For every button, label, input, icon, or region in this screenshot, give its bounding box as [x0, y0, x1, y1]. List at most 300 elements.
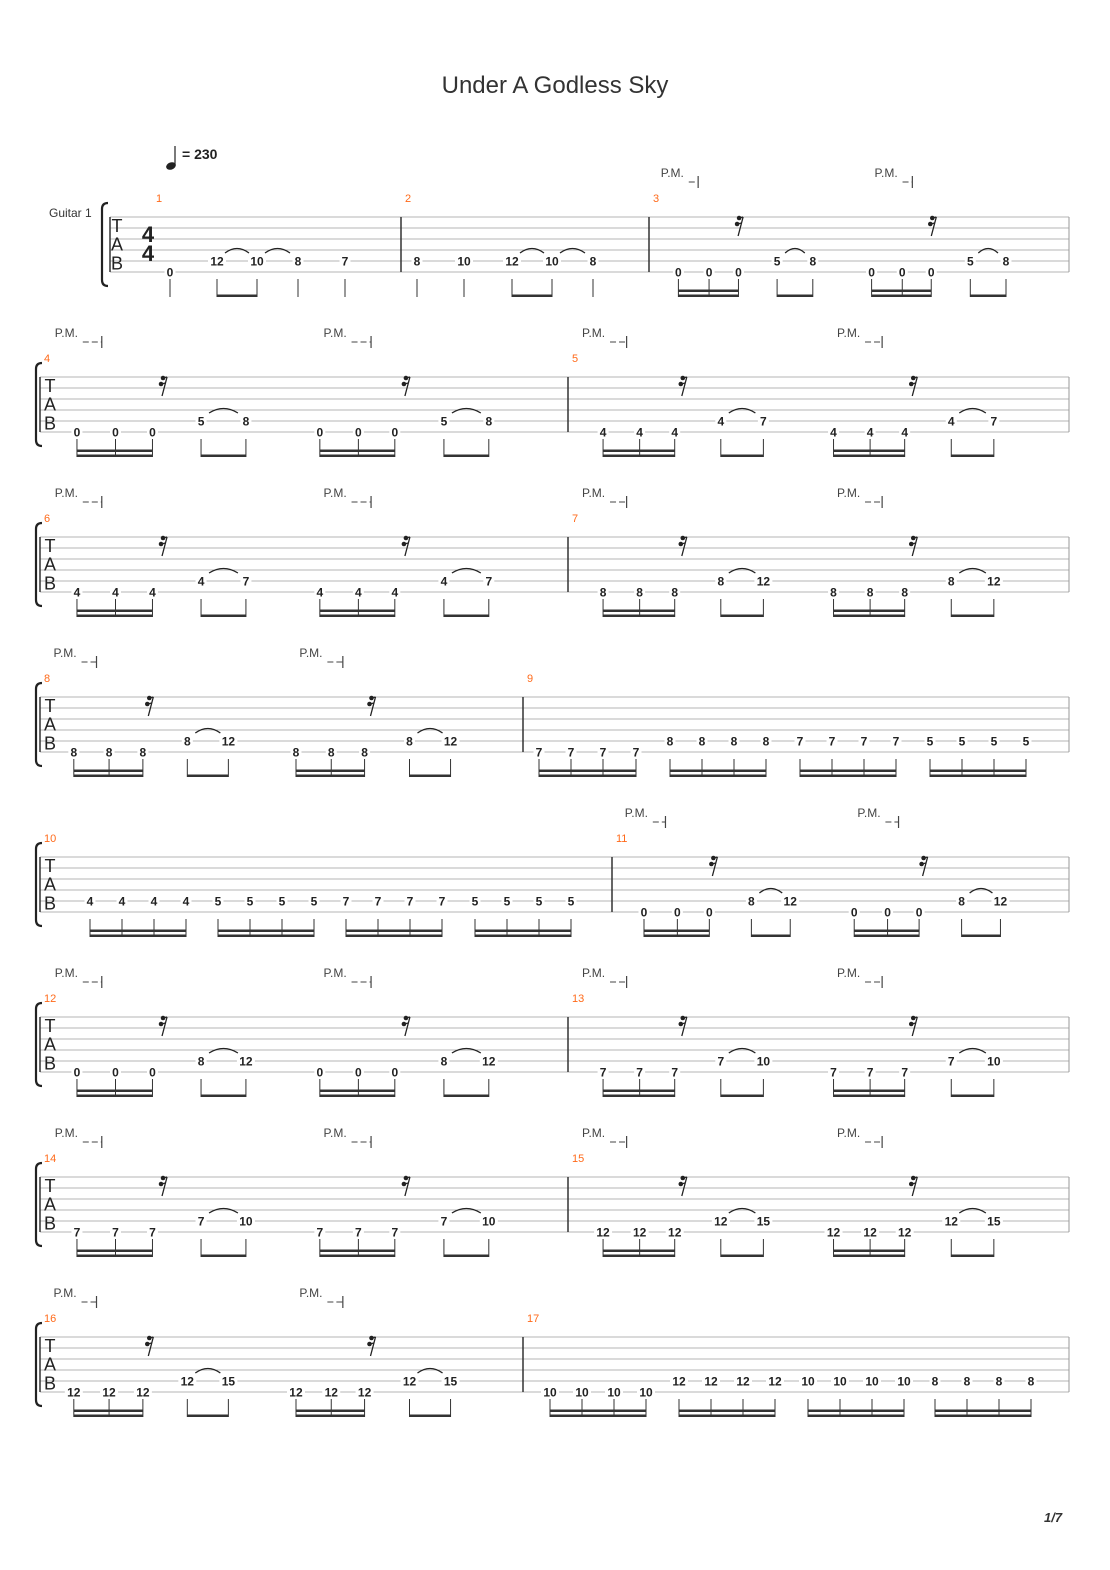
- fret-number: 8: [636, 585, 643, 600]
- tab-clef-letter: B: [43, 413, 57, 434]
- beam: [539, 770, 636, 773]
- tab-system: [102, 166, 1069, 297]
- fret-number: 12: [632, 1225, 647, 1240]
- tab-bar: [572, 966, 1003, 1097]
- fret-number: 12: [944, 1214, 958, 1229]
- sixteenth-rest-icon: [909, 1176, 917, 1196]
- fret-number: 0: [884, 905, 891, 920]
- beam: [962, 935, 1001, 938]
- fret-number: 5: [214, 894, 222, 909]
- tab-clef: [44, 376, 56, 433]
- tab-bar: [616, 806, 1009, 937]
- palm-mute-label: P.M.: [624, 806, 648, 820]
- note-group: [828, 586, 910, 618]
- tie-arc: [417, 729, 442, 734]
- fret-number: 8: [866, 585, 874, 600]
- beam: [320, 1255, 395, 1258]
- tab-clef: [111, 216, 123, 273]
- tab-system: [36, 326, 1069, 457]
- fret-number: 8: [413, 254, 421, 269]
- fret-number: 0: [705, 265, 713, 280]
- note-group: [314, 1226, 400, 1258]
- sixteenth-rest-icon: [402, 1176, 410, 1196]
- beam: [670, 775, 766, 778]
- note-group: [849, 906, 925, 938]
- beam: [320, 1090, 395, 1093]
- palm-mute-label: P.M.: [54, 326, 78, 340]
- fret-number: 0: [355, 1065, 362, 1080]
- time-signature-top: 4: [141, 222, 155, 247]
- fret-number: 8: [599, 585, 607, 600]
- tab-clef-letter: T: [44, 856, 56, 876]
- bar-number: 6: [44, 513, 51, 525]
- fret-number: 8: [671, 585, 679, 600]
- fret-number: 8: [242, 414, 250, 429]
- beam: [320, 1095, 395, 1098]
- fret-number: 5: [440, 414, 448, 429]
- tie-arc: [970, 889, 993, 894]
- beam: [77, 610, 153, 613]
- note-group: [412, 255, 423, 298]
- tab-clef-letter: A: [43, 554, 57, 575]
- bar-number: 14: [44, 1153, 57, 1165]
- fret-number: 7: [717, 1054, 725, 1069]
- beam: [678, 295, 738, 298]
- beam: [346, 935, 442, 938]
- fret-number: 0: [850, 905, 858, 920]
- beam: [603, 450, 675, 453]
- beam: [603, 1255, 675, 1258]
- fret-number: 4: [671, 425, 679, 440]
- fret-number: 12: [596, 1225, 610, 1240]
- tie-arc: [978, 249, 998, 254]
- palm-mute-marking: [582, 326, 627, 348]
- palm-mute-marking: [324, 486, 372, 508]
- fret-number: 12: [668, 1225, 682, 1240]
- palm-mute-label: P.M.: [582, 326, 606, 340]
- fret-number: 7: [316, 1225, 324, 1240]
- palm-mute-label: P.M.: [54, 486, 78, 500]
- fret-number: 0: [166, 265, 174, 280]
- beam: [90, 935, 186, 938]
- system-bracket: [36, 1003, 42, 1086]
- fret-number: 7: [796, 734, 804, 749]
- fret-number: 10: [987, 1054, 1001, 1069]
- beam: [475, 930, 571, 933]
- fret-number: 8: [1027, 1374, 1035, 1389]
- palm-mute-label: P.M.: [299, 646, 323, 660]
- fret-number: 12: [863, 1225, 877, 1240]
- tie-arc: [265, 249, 290, 254]
- bar-number: 16: [44, 1313, 57, 1325]
- note-group: [825, 1226, 914, 1258]
- beam: [834, 455, 905, 458]
- beam: [935, 1410, 1031, 1413]
- note-group: [71, 586, 158, 618]
- fret-number: 8: [361, 745, 368, 760]
- tab-bar: [44, 486, 494, 617]
- tab-bar: [44, 1126, 498, 1257]
- fret-number: 7: [535, 745, 543, 760]
- palm-mute-label: P.M.: [53, 1286, 77, 1300]
- fret-number: 5: [278, 894, 286, 909]
- beam: [603, 1250, 675, 1253]
- palm-mute-label: P.M.: [54, 1126, 78, 1140]
- note-group: [594, 1226, 684, 1258]
- system-bracket: [36, 1163, 42, 1246]
- tie-arc: [959, 1049, 986, 1054]
- palm-mute-marking: [54, 646, 97, 668]
- tab-bar: [572, 486, 1003, 617]
- tie-arc: [209, 1049, 238, 1054]
- fret-number: 8: [406, 734, 413, 749]
- fret-number: 4: [636, 425, 643, 440]
- beam: [296, 770, 365, 773]
- fret-number: 12: [987, 574, 1001, 589]
- tab-bar: [653, 166, 1012, 297]
- beam: [721, 1095, 764, 1098]
- fret-number: 12: [993, 894, 1008, 909]
- beam: [834, 1095, 905, 1098]
- fret-number: 4: [947, 414, 955, 429]
- page-number: 1/7: [1044, 1510, 1063, 1525]
- beam: [603, 1090, 675, 1093]
- beam: [201, 1255, 246, 1258]
- fret-number: 8: [809, 254, 817, 269]
- palm-mute-marking: [837, 966, 882, 988]
- palm-mute-marking: [837, 1126, 882, 1148]
- fret-number: 8: [958, 894, 965, 909]
- palm-mute-label: P.M.: [323, 966, 347, 980]
- tie-arc: [759, 889, 782, 894]
- fret-number: 8: [105, 745, 113, 760]
- beam: [603, 615, 675, 618]
- fret-number: 10: [457, 254, 471, 269]
- fret-number: 7: [760, 414, 767, 429]
- beam: [201, 615, 246, 618]
- fret-number: 12: [210, 254, 224, 269]
- tie-arc: [729, 1049, 756, 1054]
- sixteenth-rest-icon: [679, 1016, 687, 1036]
- tab-system: [36, 1126, 1069, 1257]
- note-group: [68, 746, 148, 778]
- tab-clef: [44, 1016, 56, 1073]
- fret-number: 0: [391, 425, 399, 440]
- fret-number: 8: [666, 734, 674, 749]
- beam: [444, 1255, 489, 1258]
- tab-clef-letter: B: [43, 893, 57, 914]
- note-group: [503, 249, 561, 298]
- tie-arc: [520, 249, 544, 254]
- fret-number: 7: [440, 1214, 448, 1229]
- beam: [679, 1410, 775, 1413]
- fret-number: 12: [505, 254, 519, 269]
- palm-mute-marking: [875, 166, 913, 188]
- fret-number: 7: [391, 1225, 399, 1240]
- fret-number: 4: [149, 585, 156, 600]
- beam: [872, 290, 932, 293]
- fret-number: 7: [341, 254, 349, 269]
- system-bracket: [36, 363, 42, 446]
- note-group: [314, 1066, 400, 1098]
- fret-number: 7: [892, 734, 900, 749]
- note-group: [165, 266, 176, 298]
- fret-number: 4: [197, 574, 205, 589]
- tab-clef-letter: B: [43, 1373, 57, 1394]
- palm-mute-label: P.M.: [837, 1126, 861, 1140]
- fret-number: 4: [901, 425, 909, 440]
- bar-number: 7: [572, 513, 579, 525]
- fret-number: 12: [136, 1385, 150, 1400]
- fret-number: 0: [316, 425, 324, 440]
- fret-number: 7: [632, 745, 640, 760]
- beam: [678, 290, 738, 293]
- sixteenth-rest-icon: [159, 1176, 167, 1196]
- sixteenth-rest-icon: [909, 376, 917, 396]
- bar-number: 13: [572, 993, 585, 1005]
- palm-mute-marking: [625, 806, 666, 828]
- fret-number: 7: [485, 574, 493, 589]
- fret-number: 12: [443, 734, 458, 749]
- palm-mute-label: P.M.: [299, 1286, 323, 1300]
- tab-clef-letter: A: [110, 234, 124, 255]
- note-group: [265, 249, 304, 298]
- beam: [77, 455, 153, 458]
- beam: [539, 775, 636, 778]
- beam: [644, 930, 709, 933]
- fret-number: 7: [149, 1225, 156, 1240]
- beam: [800, 775, 896, 778]
- fret-number: 7: [901, 1065, 909, 1080]
- palm-mute-marking: [837, 486, 882, 508]
- note-group: [340, 255, 351, 298]
- tab-bar: [44, 833, 577, 937]
- bar-number: 10: [44, 833, 57, 845]
- bar-number: 8: [44, 673, 51, 685]
- fret-number: 7: [671, 1065, 679, 1080]
- fret-number: 4: [830, 425, 837, 440]
- palm-mute-marking: [582, 486, 627, 508]
- beam: [77, 1095, 153, 1098]
- tab-clef-letter: T: [44, 376, 56, 396]
- system-bracket: [36, 683, 42, 766]
- tie-arc: [225, 249, 249, 254]
- fret-number: 12: [221, 734, 236, 749]
- fret-number: 4: [316, 585, 324, 600]
- tab-clef-letter: T: [111, 216, 123, 236]
- tab-bar: [44, 966, 498, 1097]
- fret-number: 12: [482, 1054, 496, 1069]
- tab-system: [36, 806, 1069, 937]
- fret-number: 12: [239, 1054, 253, 1069]
- tab-system: [36, 966, 1069, 1097]
- beam: [320, 455, 395, 458]
- fret-number: 15: [756, 1214, 771, 1229]
- palm-mute-marking: [582, 1126, 627, 1148]
- fret-number: 4: [355, 585, 362, 600]
- tab-clef-letter: B: [110, 253, 124, 274]
- tab-clef-letter: B: [43, 1053, 57, 1074]
- tab-clef-letter: A: [43, 1194, 57, 1215]
- beam: [320, 1250, 395, 1253]
- fret-number: 8: [995, 1374, 1003, 1389]
- beam: [834, 610, 905, 613]
- beam: [603, 455, 675, 458]
- fret-number: 7: [374, 894, 382, 909]
- fret-number: 8: [327, 745, 335, 760]
- note-group: [534, 746, 642, 778]
- beam: [320, 450, 395, 453]
- system-bracket: [36, 1323, 42, 1406]
- sixteenth-rest-icon: [159, 536, 167, 556]
- sixteenth-rest-icon: [402, 536, 410, 556]
- page-title: Under A Godless Sky: [441, 72, 669, 99]
- fret-number: 7: [73, 1225, 81, 1240]
- beam: [444, 455, 489, 458]
- note-group: [673, 266, 744, 298]
- palm-mute-marking: [299, 1286, 342, 1308]
- note-group: [598, 1066, 681, 1098]
- beam: [77, 1090, 153, 1093]
- palm-mute-marking: [55, 1126, 102, 1148]
- fret-number: 15: [987, 1214, 1001, 1229]
- fret-number: 8: [440, 1054, 448, 1069]
- palm-mute-marking: [582, 966, 627, 988]
- fret-number: 12: [783, 894, 797, 909]
- bar-number: 5: [572, 353, 579, 365]
- fret-number: 0: [675, 265, 682, 280]
- palm-mute-marking: [54, 1286, 97, 1308]
- fret-number: 0: [112, 425, 119, 440]
- fret-number: 4: [112, 585, 119, 600]
- fret-number: 4: [391, 585, 399, 600]
- tab-bar: [527, 1313, 1037, 1417]
- tie-arc: [209, 409, 238, 414]
- tab-bar: [156, 193, 351, 297]
- fret-number: 12: [736, 1374, 750, 1389]
- beam: [951, 455, 994, 458]
- fret-number: 5: [958, 734, 966, 749]
- fret-number: 0: [73, 425, 81, 440]
- fret-number: 7: [830, 1065, 837, 1080]
- bar-number: 11: [616, 833, 628, 845]
- fret-number: 8: [183, 734, 191, 749]
- bar-number: 12: [44, 993, 57, 1005]
- fret-number: 0: [927, 265, 935, 280]
- beam: [187, 1415, 228, 1418]
- fret-number: 4: [150, 894, 158, 909]
- bar-number: 9: [527, 673, 534, 685]
- fret-number: 0: [355, 425, 362, 440]
- fret-number: 0: [640, 905, 648, 920]
- note-group: [638, 906, 714, 938]
- beam: [751, 935, 790, 938]
- fret-number: 4: [599, 425, 607, 440]
- tab-bar: [527, 673, 1032, 777]
- beam: [834, 615, 905, 618]
- sixteenth-rest-icon: [679, 536, 687, 556]
- beam: [930, 770, 1026, 773]
- bar-number: 4: [44, 353, 51, 365]
- tie-arc: [729, 409, 756, 414]
- beam: [550, 1415, 646, 1418]
- fret-number: 10: [756, 1054, 771, 1069]
- fret-number: 5: [535, 894, 543, 909]
- palm-mute-label: P.M.: [837, 326, 861, 340]
- fret-number: 8: [1002, 254, 1010, 269]
- fret-number: 5: [966, 254, 974, 269]
- bar-number: 2: [405, 193, 412, 205]
- tie-arc: [452, 569, 481, 574]
- beam: [201, 1095, 246, 1098]
- palm-mute-label: P.M.: [323, 326, 347, 340]
- beam: [834, 1250, 905, 1253]
- beam: [970, 295, 1006, 298]
- fret-number: 8: [963, 1374, 971, 1389]
- tab-bar: [44, 646, 460, 777]
- fret-number: 8: [717, 574, 725, 589]
- fret-number: 4: [866, 425, 874, 440]
- beam: [409, 775, 450, 778]
- palm-mute-marking: [55, 326, 102, 348]
- beam: [444, 615, 489, 618]
- fret-number: 7: [990, 414, 998, 429]
- note-group: [314, 586, 400, 618]
- palm-mute-label: P.M.: [874, 166, 898, 180]
- sixteenth-rest-icon: [367, 696, 375, 716]
- fret-number: 5: [310, 894, 318, 909]
- sixteenth-rest-icon: [402, 376, 410, 396]
- tab-clef: [44, 696, 56, 753]
- fret-number: 4: [717, 414, 725, 429]
- fret-number: 12: [714, 1214, 728, 1229]
- fret-number: 5: [503, 894, 511, 909]
- note-group: [208, 249, 266, 298]
- fret-number: 8: [589, 254, 597, 269]
- sixteenth-rest-icon: [159, 376, 167, 396]
- tie-arc: [959, 569, 986, 574]
- time-signature: [142, 222, 155, 266]
- fret-number: 7: [860, 734, 868, 749]
- note-group: [287, 1386, 374, 1418]
- fret-number: 4: [73, 585, 81, 600]
- fret-number: 8: [70, 745, 78, 760]
- note-group: [314, 426, 400, 458]
- fret-number: 7: [599, 1065, 607, 1080]
- palm-mute-label: P.M.: [53, 646, 77, 660]
- fret-number: 7: [438, 894, 446, 909]
- sixteenth-rest-icon: [367, 1336, 375, 1356]
- fret-number: 5: [1022, 734, 1030, 749]
- beam: [603, 610, 675, 613]
- beam: [834, 1255, 905, 1258]
- fret-number: 4: [182, 894, 190, 909]
- beam: [346, 930, 442, 933]
- beam: [834, 1090, 905, 1093]
- beam: [721, 1255, 764, 1258]
- sixteenth-rest-icon: [159, 1016, 167, 1036]
- time-signature-bottom: 4: [141, 241, 155, 266]
- fret-number: 7: [197, 1214, 205, 1229]
- beam: [77, 1255, 153, 1258]
- tie-arc: [452, 1209, 481, 1214]
- beam: [217, 295, 257, 298]
- tab-clef-letter: B: [43, 573, 57, 594]
- tab-bar: [405, 193, 599, 297]
- fret-number: 8: [197, 1054, 205, 1069]
- beam: [603, 1095, 675, 1098]
- sixteenth-rest-icon: [145, 1336, 153, 1356]
